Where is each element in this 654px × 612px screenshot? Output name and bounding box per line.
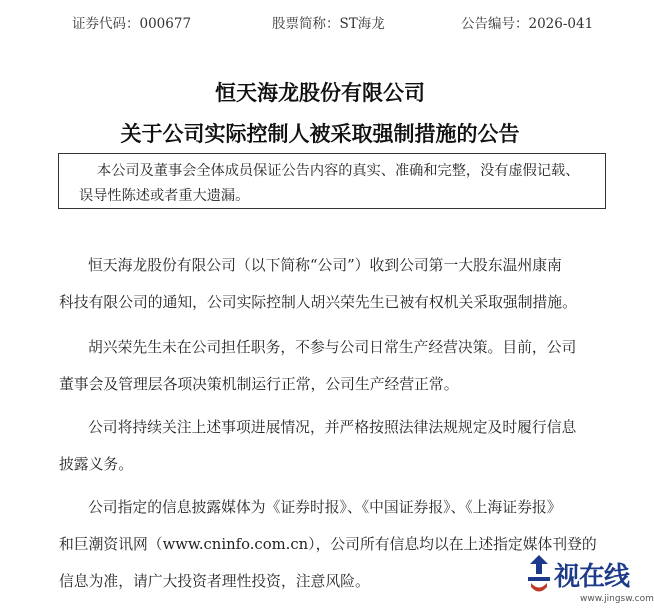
paragraph-line: 信息为准，请广大投资者理性投资，注意风险。 <box>59 573 370 590</box>
security-code: 证券代码：000677 <box>72 16 192 32</box>
notice-title: 关于公司实际控制人被采取强制措施的公告 <box>120 122 520 146</box>
paragraph-line: 董事会及管理层各项决策机制运行正常，公司生产经营正常。 <box>59 376 459 393</box>
company-title: 恒天海龙股份有限公司 <box>215 81 425 105</box>
paragraph-line: 公司指定的信息披露媒体为《证券时报》、《中国证券报》、《上海证券报》 <box>88 499 562 516</box>
security-abbreviation: 股票简称：ST海龙 <box>272 16 385 32</box>
document-header <box>0 12 640 32</box>
statement-line: 误导性陈述或者重大遗漏。 <box>79 188 250 204</box>
paragraph-line: 公司将持续关注上述事项进展情况，并严格按照法律法规规定及时履行信息 <box>88 419 577 436</box>
board-statement-box <box>58 153 606 209</box>
watermark-text: 视在线 <box>554 562 630 592</box>
watermark-logo-icon <box>522 552 556 596</box>
paragraph-line: 恒天海龙股份有限公司（以下简称“公司”）收到公司第一大股东温州康南 <box>88 257 562 274</box>
paragraph-line: 胡兴荣先生未在公司担任职务，不参与公司日常生产经营决策。目前，公司 <box>88 339 577 356</box>
watermark <box>522 548 654 608</box>
paragraph-line: 披露义务。 <box>59 456 133 473</box>
paragraph-line: 科技有限公司的通知，公司实际控制人胡兴荣先生已被有权机关采取强制措施。 <box>59 294 577 311</box>
watermark-url: www.jingsw.com <box>580 594 654 604</box>
paragraph-line: 和巨潮资讯网（www.cninfo.com.cn），公司所有信息均以在上述指定媒体刊登的 <box>59 536 597 553</box>
notice-number: 公告编号：2026-041 <box>461 16 594 32</box>
statement-line: 本公司及董事会全体成员保证公告内容的真实、准确和完整，没有虚假记载、 <box>97 163 580 179</box>
